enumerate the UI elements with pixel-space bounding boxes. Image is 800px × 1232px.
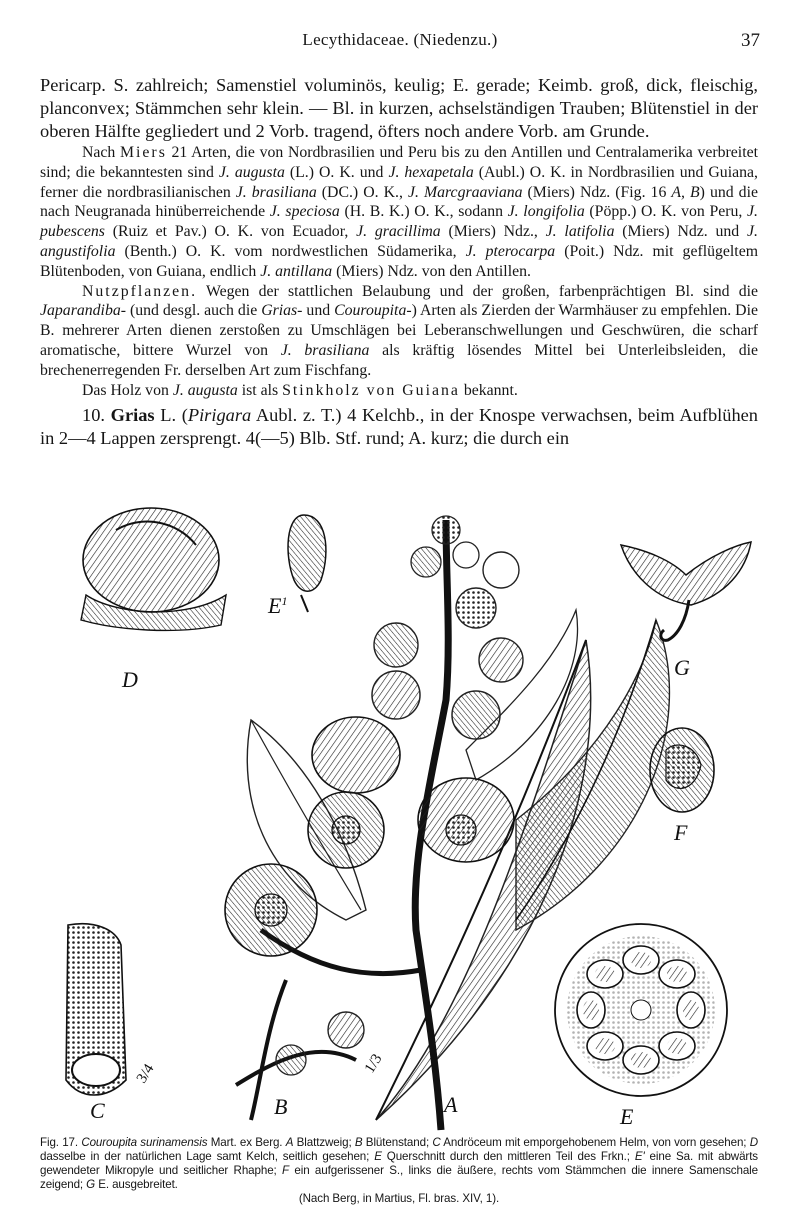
genus-heading: Grias bbox=[110, 405, 155, 426]
species-name: J. pterocarpa bbox=[465, 242, 556, 260]
botanical-figure bbox=[46, 500, 766, 1132]
figure-label-a: A bbox=[444, 1092, 458, 1117]
detail-c-illustration bbox=[66, 924, 126, 1095]
species-name: J. augusta bbox=[172, 381, 238, 399]
figure-label-e: E bbox=[620, 1104, 634, 1129]
species-name: J. longifolia bbox=[507, 203, 585, 221]
species-name: J. augusta bbox=[218, 163, 285, 181]
species-name: J. antillana bbox=[260, 262, 333, 280]
figure-label-d: D bbox=[122, 667, 138, 692]
species-name: J. pubescens bbox=[40, 203, 759, 241]
paragraph-description: Pericarp. S. zahlreich; Samenstiel voluminös, keulig; E. gerade; Keimb. groß, dick, fleischig, planconvex; Stämmchen sehr klein. — Bl. in kurzen, achselständigen Trauben; Blütenstiel in der oberen Hälfte gegliedert und 2 Vorb. tragend, öfters noch andere Vorb. am Grunde. bbox=[40, 75, 758, 141]
caption-source: (Nach Berg, in Martius, Fl. bras. XIV, 1). bbox=[298, 1192, 500, 1205]
common-name: Stinkholz von Guiana bbox=[282, 381, 460, 399]
paragraph-uses: Nutzpflanzen. Wegen der stattlichen Belaubung und der großen, farbenprächtigen Bl. sind die Japarandiba- (und desgl. auch die Grias- und Couroupita-) Arten als Zierden der Warmhäuser zu empfehlen. Die B. mehrerer Arten dienen zerstoßen zu Umschlägen bei Leberanschwellungen und Geschwüren, die scharf aromatische, bittere Wurzel von J. brasiliana als kräftig lösendes Mittel bei Unterleibsleiden, die brechenerregenden Fr. derselben Art zum Fischfang. bbox=[40, 282, 758, 379]
detail-f-illustration bbox=[650, 728, 714, 812]
genus-name: Pirigara bbox=[187, 405, 252, 426]
caption-text: Fig. 17. Couroupita surinamensis Mart. ex Berg. A Blattzweig; B Blütenstand; C Andröceum mit emporgehobenem Helm, von vorn gesehen; D dasselbe in der natürlichen Lage samt Kelch, seitlich gesehen; E Querschnitt durch den mittleren Teil des Frkn.; E' eine Sa. mit abwärts gewendeter Mikropyle und seitlicher Rhaphe; F ein aufgerissener S., links die äußere, rechts vom Stämmchen die innere Samenschale zeigend; G E. ausgebreitet. bbox=[40, 1136, 759, 1191]
species-name: J. speciosa bbox=[269, 203, 340, 221]
genus-name: Grias- bbox=[261, 302, 303, 320]
genus-name: Japarandiba- bbox=[40, 302, 126, 320]
species-name: J. brasiliana bbox=[235, 183, 317, 201]
figure-label-f: F bbox=[674, 820, 688, 845]
detail-d-illustration bbox=[81, 508, 226, 630]
species-name: J. latifolia bbox=[545, 223, 615, 241]
caption-species: Couroupita surinamensis bbox=[81, 1136, 208, 1149]
page-number: 37 bbox=[741, 30, 760, 51]
scale-label-c: 3/4 bbox=[133, 1061, 158, 1087]
figure-label-c: C bbox=[90, 1098, 105, 1123]
species-name: J. brasiliana bbox=[280, 341, 370, 359]
figure-label-b: B bbox=[274, 1094, 288, 1119]
figure-label-g: G bbox=[674, 655, 690, 680]
paragraph-wood: Das Holz von J. augusta ist als Stinkholz von Guiana bekannt. bbox=[82, 381, 518, 399]
section-heading: Nutzpflanzen. bbox=[82, 282, 198, 300]
detail-g-illustration bbox=[621, 542, 751, 640]
paragraph-genus-grias: 10. Grias L. (Pirigara Aubl. z. T.) 4 Kelchb., in der Knospe verwachsen, beim Aufblühen in 2—4 Lappen zersprengt. 4(—5) Blb. Stf. rund; A. kurz; die durch ein bbox=[40, 405, 759, 449]
figure-illustration bbox=[46, 500, 766, 1132]
species-name: J. hexapetala bbox=[388, 163, 474, 181]
genus-name: Couroupita- bbox=[334, 302, 412, 320]
running-title: Lecythidaceae. (Niedenzu.) bbox=[302, 30, 498, 49]
paragraph-species: Nach Miers 21 Arten, die von Nordbrasilien und Peru bis zu den Antillen und Centralamerika verbreitet sind; die bekanntesten sind J. augusta (L.) O. K. und J. hexapetala (Aubl.) O. K. in Nordbrasilien und Guiana, ferner die nordbrasilianischen J. brasiliana (DC.) O. K., J. Marcgraaviana (Miers) Ndz. (Fig. 16 A, B) und die nach Neugranada hinüberreichende J. speciosa (H. B. K.) O. K., sodann J. longifolia (Pöpp.) O. K. von Peru, J. pubescens (Ruiz et Pav.) O. K. von Ecuador, J. gracillima (Miers) Ndz., J. latifolia (Miers) Ndz. und J. angustifolia (Benth.) O. K. vom nordwestlichen Südamerika, J. pterocarpa (Poit.) Ndz. mit geflügeltem Blütenboden, von Guiana, endlich J. antillana (Miers) Ndz. von den Antillen. bbox=[40, 144, 759, 280]
figure-reference: A, B bbox=[671, 183, 700, 201]
detail-e-illustration bbox=[555, 924, 727, 1096]
scale-label-b: 1/3 bbox=[361, 1051, 386, 1077]
author-name: Miers bbox=[119, 144, 167, 161]
detail-e1-illustration bbox=[288, 515, 326, 612]
text-body bbox=[40, 74, 758, 450]
species-name: J. Marcgraaviana bbox=[407, 183, 523, 201]
species-name: J. gracillima bbox=[356, 223, 441, 241]
species-name: J. angustifolia bbox=[40, 223, 758, 260]
figure-label-e1: $E^1$ bbox=[268, 593, 288, 618]
page-header bbox=[36, 30, 764, 54]
figure-caption bbox=[40, 1136, 758, 1206]
